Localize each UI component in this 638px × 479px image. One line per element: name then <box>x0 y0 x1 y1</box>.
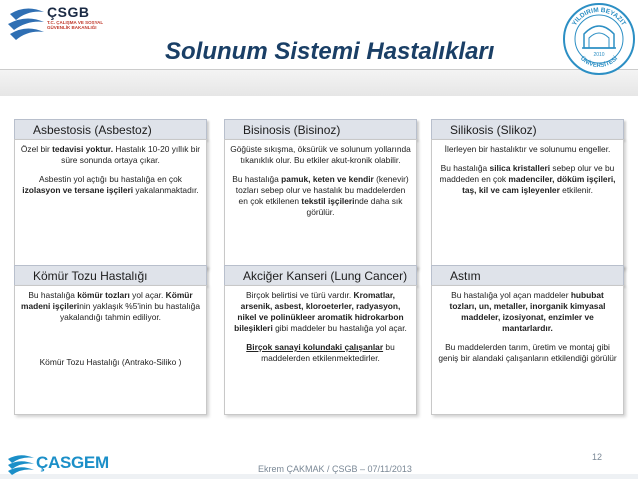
org-name: ÇSGB <box>47 4 90 20</box>
footer-author-date: Ekrem ÇAKMAK / ÇSGB – 07/11/2013 <box>258 464 412 474</box>
card-paragraph: Bu hastalığa pamuk, keten ve kendir (kenevir) tozları sebep olur ve hastalık bu maddelerden en çok etkilenen tekstil işçilerinde daha sık görülür. <box>232 174 409 217</box>
seal-year: 2010 <box>593 52 605 58</box>
card-title: Asbestosis (Asbestoz) <box>14 119 207 140</box>
card-paragraph: Asbestin yol açtığı bu hastalığa en çok izolasyon ve tersane işçileri yakalanmaktadır. <box>22 174 199 195</box>
casgem-brand: ÇASGEM <box>36 453 109 472</box>
card-body <box>431 139 624 269</box>
page-number: 12 <box>592 452 603 462</box>
page-title: Solunum Sistemi Hastalıkları <box>165 38 495 65</box>
card-paragraph: Bu hastalığa yol açan maddeler hububat tozları, un, metaller, inorganik kimyasal maddeler, izosiyonat, enzimler ve mantarlardır. <box>449 290 606 333</box>
seal-text-bottom: ÜNİVERSİTESİ <box>578 55 620 70</box>
card-title: Akciğer Kanseri (Lung Cancer) <box>224 265 417 286</box>
card-paragraph: Göğüste sıkışma, öksürük ve solunum yollarında tıkanıklık olur. Bu etkiler akut-kronik olabilir. <box>230 144 411 165</box>
card-body <box>14 139 207 269</box>
card-paragraph: Birçok sanayi kolundaki çalışanlar bu maddelerden etkilenmektedirler. <box>246 342 395 363</box>
card-title: Astım <box>431 265 624 286</box>
org-subtitle: T.C. ÇALIŞMA VE SOSYAL GÜVENLİK BAKANLIĞI <box>47 20 104 30</box>
card-paragraph: Özel bir tedavisi yoktur. Hastalık 10-20 yıllık bir süre sonunda ortaya çıkar. <box>20 144 201 165</box>
card-title: Kömür Tozu Hastalığı <box>14 265 207 286</box>
card-paragraph: Bu maddelerden tarım, üretim ve montaj gibi geniş bir alandaki çalışanların etkilendiği görülür <box>438 342 617 363</box>
card-paragraph: Bu hastalığa kömür tozları yol açar. Kömür madeni işçilerinin yaklaşık %5'inin bu hastalığa yakalandığı tahmin ediliyor. <box>21 290 200 322</box>
card-body <box>14 285 207 415</box>
university-seal-icon <box>562 2 636 76</box>
card-paragraph: Birçok belirtisi ve türü vardır. Kromatlar, arsenik, asbest, kloroeterler, radyasyon, nikel ve polinükleer aromatik hidrokarbon bileşikleri gibi maddeler bu hastalığa yol açar. <box>234 290 407 333</box>
card-body <box>224 139 417 269</box>
seal-text-top: YILDIRIM BEYAZIT <box>571 6 627 28</box>
title-band <box>0 69 638 96</box>
card-paragraph: Bu hastalığa silica kristalleri sebep olur ve bu maddeden en çok madenciler, döküm işçileri, taş, kil ve cam işleyenler etkilenir. <box>439 163 616 195</box>
card-paragraph: Kömür Tozu Hastalığı (Antrako-Siliko ) <box>39 357 182 367</box>
card-body <box>431 285 624 415</box>
card-body <box>224 285 417 415</box>
card-title: Silikosis (Slikoz) <box>431 119 624 140</box>
card-paragraph: İlerleyen bir hastalıktır ve solunumu engeller. <box>444 144 611 154</box>
card-title: Bisinosis (Bisinoz) <box>224 119 417 140</box>
